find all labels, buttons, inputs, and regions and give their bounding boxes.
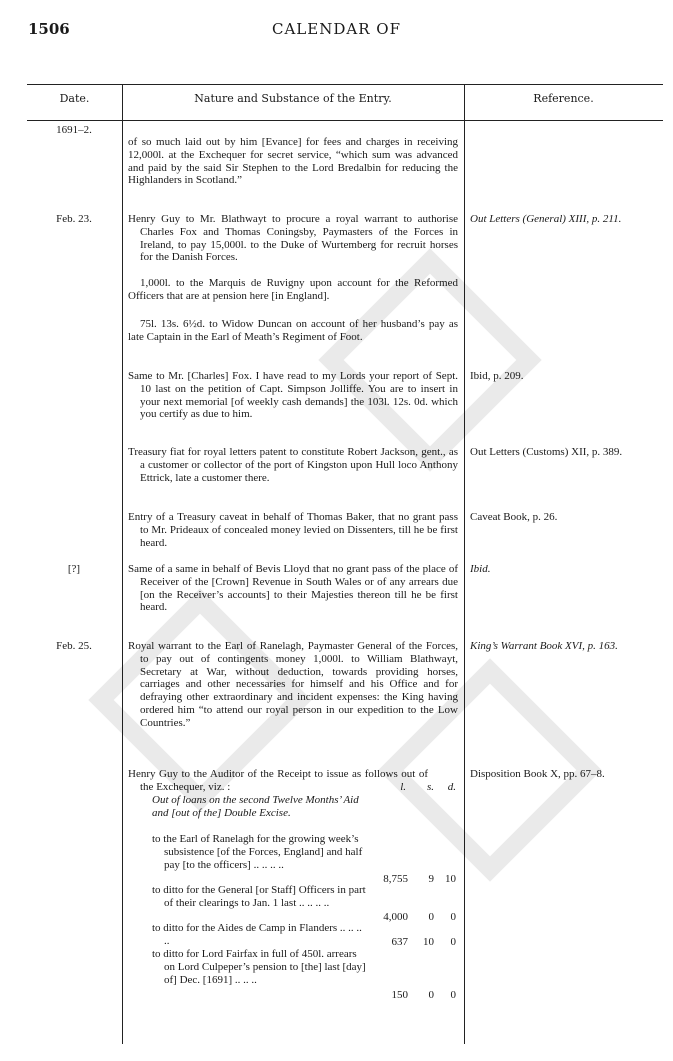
amount-pounds: 150 <box>391 989 408 1001</box>
entry-text: Treasury fiat for royal letters patent to constitute Robert Jackson, gent., as a customer or collector of the port of Kingston upon Hull loco Anthony Ettrick, late a customer there. <box>128 446 458 484</box>
entry-paragraph: 75l. 13s. 6½d. to Widow Duncan on account of her husband’s pay as late Captain in the Earl of Meath’s Regiment of Foot. <box>128 318 458 343</box>
list-item: to ditto for the Aides de Camp in Flanders .. .. .. .. <box>152 922 362 947</box>
unit-pence: d. <box>447 781 456 793</box>
amount-pence: 0 <box>450 936 456 948</box>
date-column-divider <box>122 84 123 1044</box>
list-item: to ditto for Lord Fairfax in full of 450l. arrears on Lord Culpeper’s pension to [the] last [day] of] Dec. [1691] .. .. .. <box>152 948 366 986</box>
list-item: to the Earl of Ranelagh for the growing week’s subsistence [of the Forces, England] and half pay [to the officers] .. .. .. .. <box>152 833 363 871</box>
amount-shillings: 10 <box>423 936 434 948</box>
entry-text: Henry Guy to the Auditor of the Receipt to issue as follows out of the Exchequer, viz. : <box>128 768 428 793</box>
entry-date: 1691–2. <box>56 124 92 136</box>
amount-pounds: 8,755 <box>383 873 408 885</box>
page-number: 1506 <box>28 20 70 38</box>
entry-text: Same to Mr. [Charles] Fox. I have read to my Lords your report of Sept. 10 last on the petition of Capt. Simpson Jolliffe. You are to insert in your next memorial [of weekly cash demands] the 103l. 12s. 0d. which you certify as due to him. <box>128 370 458 421</box>
amount-pence: 10 <box>445 873 456 885</box>
entry-text: Entry of a Treasury caveat in behalf of Thomas Baker, that no grant pass to Mr. Prideaux of concealed money levied on Dissenters, till he be first heard. <box>128 511 458 549</box>
entry-reference: Ibid. <box>470 563 491 575</box>
section-heading: Out of loans on the second Twelve Months’ Aid and [out of the] Double Excise. <box>152 794 359 819</box>
unit-shillings: s. <box>426 781 434 793</box>
column-header-reference: Reference. <box>533 92 594 105</box>
amount-pounds: 4,000 <box>383 911 408 923</box>
column-header-entry: Nature and Substance of the Entry. <box>194 92 392 105</box>
entry-reference: Caveat Book, p. 26. <box>470 511 558 523</box>
entry-date: Feb. 25. <box>56 640 92 652</box>
entry-text: Same of a same in behalf of Bevis Lloyd that no grant pass of the place of Receiver of the [Crown] Revenue in South Wales or of any arrears due [on the Receiver’s accounts] to their Majesties thereon till he be first heard. <box>128 563 458 614</box>
entry-date: [?] <box>67 563 81 575</box>
entry-reference: Disposition Book X, pp. 67–8. <box>470 768 605 780</box>
amount-pence: 0 <box>450 989 456 1001</box>
amount-pence: 0 <box>450 911 456 923</box>
entry-text: Royal warrant to the Earl of Ranelagh, Paymaster General of the Forces, to pay out of contingents money 1,000l. to William Blathwayt, Secretary at War, without deduction, towards providing horses, carriages and other necessaries for himself and his Office and for defraying other extraordinary and incident expenses: the King having ordered him “to attend our royal person in our expedition to the Low Countries.” <box>128 640 458 729</box>
entry-reference: King’s Warrant Book XVI, p. 163. <box>470 640 618 652</box>
amount-pounds: 637 <box>391 936 408 948</box>
entry-reference: Out Letters (General) XIII, p. 211. <box>470 213 622 225</box>
entry-paragraph: 1,000l. to the Marquis de Ruvigny upon account for the Reformed Officers that are at pension here [in England]. <box>128 277 458 302</box>
entry-text: of so much laid out by him [Evance] for fees and charges in receiving 12,000l. at the Exchequer for secret service, “which sum was advanced and paid by the said Sir Stephen to the Lord Bredalbin for reducing the Highlanders in Scotland.” <box>128 136 458 187</box>
column-header-date: Date. <box>59 92 90 105</box>
entry-reference: Out Letters (Customs) XII, p. 389. <box>470 446 623 458</box>
amount-shillings: 9 <box>428 873 434 885</box>
amount-shillings: 0 <box>428 989 434 1001</box>
page-title: CALENDAR OF <box>272 20 401 38</box>
reference-column-divider <box>464 84 465 1044</box>
list-item: to ditto for the General [or Staff] Officers in part of their clearings to Jan. 1 last .. .. .. .. <box>152 884 366 909</box>
unit-pounds: l. <box>400 781 406 793</box>
entry-date: Feb. 23. <box>56 213 92 225</box>
amount-shillings: 0 <box>428 911 434 923</box>
entry-reference: Ibid, p. 209. <box>470 370 524 382</box>
entry-text: Henry Guy to Mr. Blathwayt to procure a royal warrant to authorise Charles Fox and Thomas Coningsby, Paymasters of the Forces in Ireland, to pay 15,000l. to the Duke of Wurtemberg for recruit horses for the Danish Forces. <box>128 213 458 264</box>
